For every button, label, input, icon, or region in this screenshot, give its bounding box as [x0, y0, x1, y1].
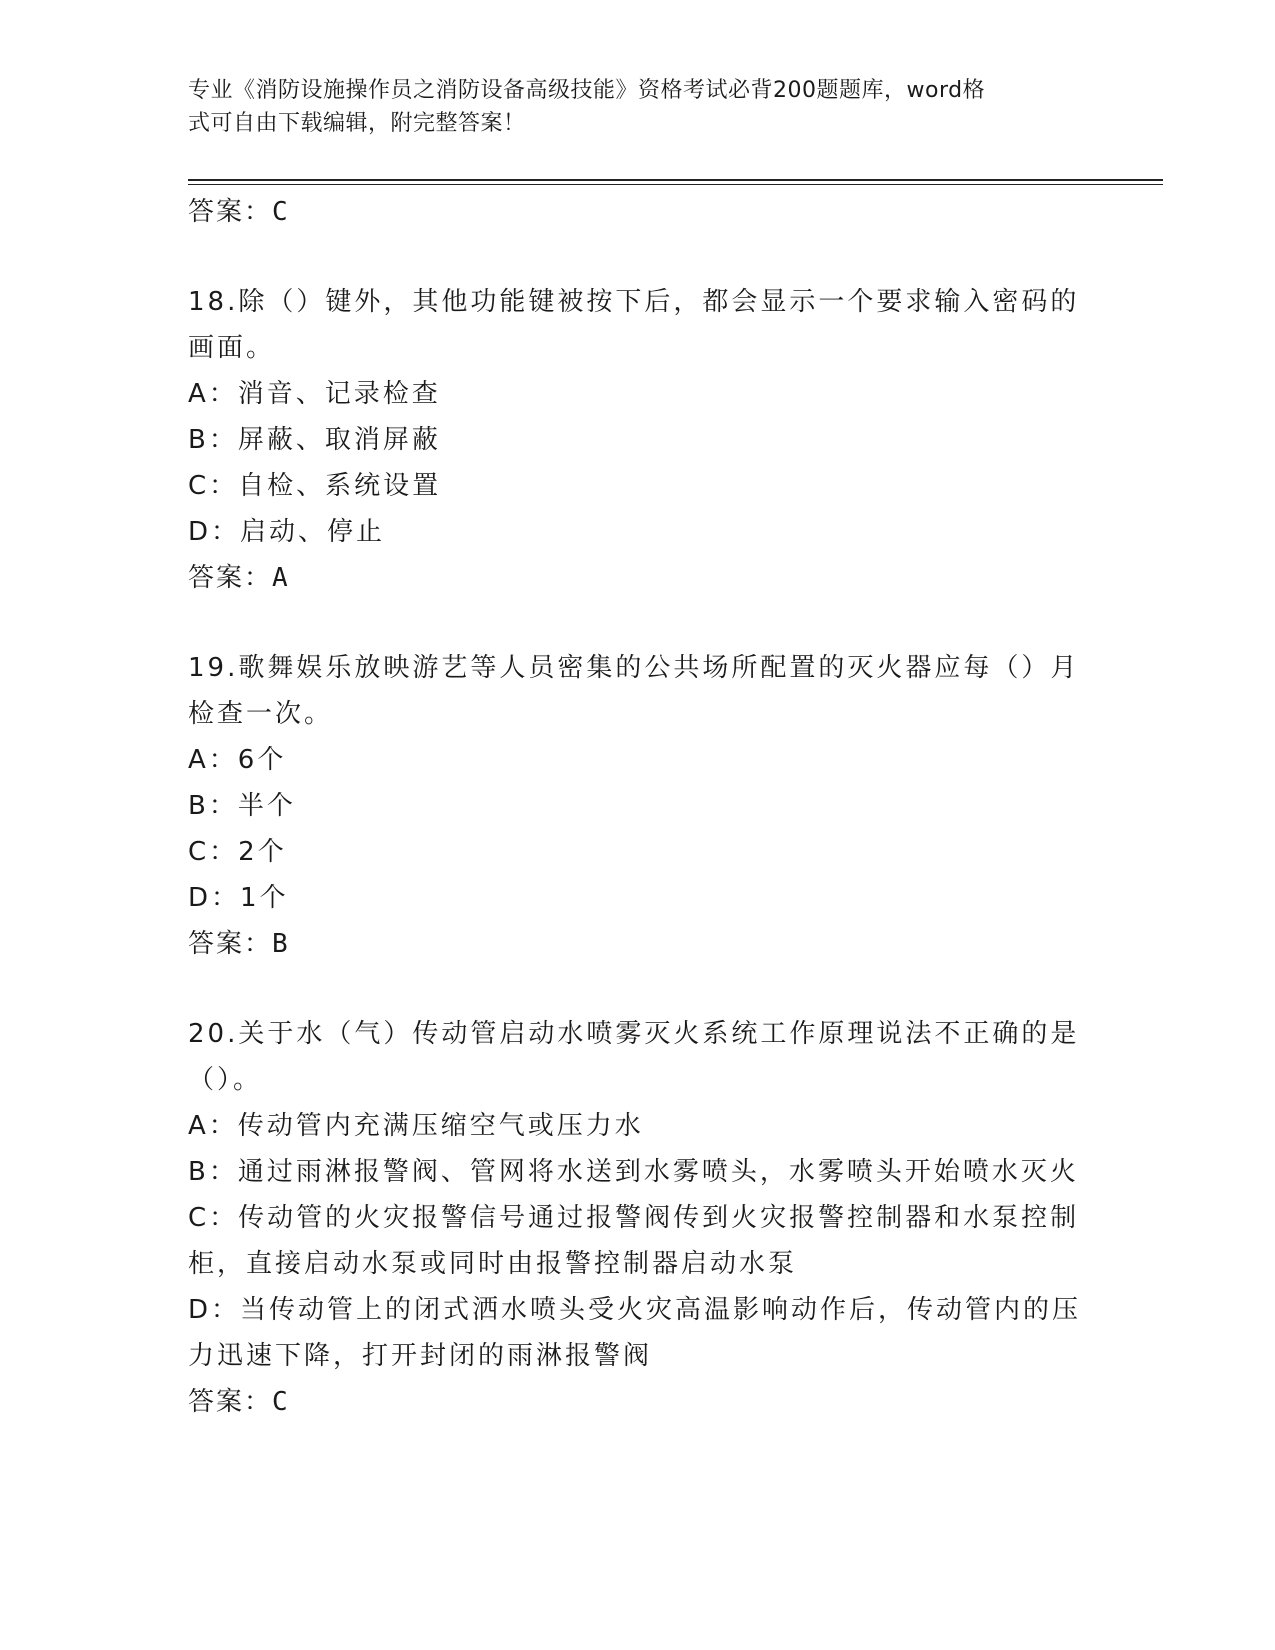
option-c: C：2个	[188, 837, 287, 867]
question-stem: 19.歌舞娱乐放映游艺等人员密集的公共场所配置的灭火器应每（）月	[188, 653, 1080, 683]
question-stem: 检查一次。	[188, 699, 334, 729]
option-b: B：通过雨淋报警阀、管网将水送到水雾喷头，水雾喷头开始喷水灭火	[188, 1157, 1079, 1187]
answer-label: 答案：	[188, 929, 273, 959]
answer-label: 答案：	[188, 197, 273, 227]
answer-value: C	[272, 197, 288, 227]
option-c-continued: 柜，直接启动水泵或同时由报警控制器启动水泵	[188, 1249, 798, 1279]
option-a: A：6个	[188, 745, 287, 775]
option-d: D：当传动管上的闭式洒水喷头受火灾高温影响动作后，传动管内的压	[188, 1295, 1082, 1325]
question-block	[188, 645, 1088, 967]
option-d: D：1个	[188, 883, 289, 913]
question-block	[188, 1011, 1088, 1425]
question-list	[188, 189, 1088, 1425]
page-header: 专业《消防设施操作员之消防设备高级技能》资格考试必背200题题库，word格 式可自由下载编辑，附完整答案！	[188, 78, 986, 136]
header-rule	[188, 179, 1163, 181]
option-a: A：消音、记录检查	[188, 379, 441, 409]
question-stem: 20.关于水（气）传动管启动水喷雾灭火系统工作原理说法不正确的是	[188, 1019, 1080, 1049]
answer-line	[188, 921, 1088, 967]
option-a: A：传动管内充满压缩空气或压力水	[188, 1111, 644, 1141]
answer-value: A	[272, 563, 288, 593]
question-stem: （）。	[188, 1065, 263, 1095]
option-c: C：传动管的火灾报警信号通过报警阀传到火灾报警控制器和水泵控制	[188, 1203, 1080, 1233]
spacer	[188, 235, 1088, 279]
option-b: B：屏蔽、取消屏蔽	[188, 425, 441, 455]
answer-line	[188, 189, 1088, 235]
spacer	[188, 601, 1088, 645]
header-rule-thin	[188, 184, 1163, 185]
answer-line	[188, 555, 1088, 601]
answer-value: B	[272, 929, 288, 959]
option-b: B：半个	[188, 791, 296, 821]
question-block	[188, 279, 1088, 601]
option-d: D：启动、停止	[188, 517, 386, 547]
spacer	[188, 967, 1088, 1011]
answer-value: C	[272, 1387, 288, 1417]
answer-label: 答案：	[188, 1387, 273, 1417]
option-c: C：自检、系统设置	[188, 471, 442, 501]
answer-label: 答案：	[188, 563, 273, 593]
answer-line	[188, 1379, 1088, 1425]
question-stem: 画面。	[188, 333, 276, 363]
option-d-continued: 力迅速下降，打开封闭的雨淋报警阀	[188, 1341, 653, 1371]
question-stem: 18.除（）键外，其他功能键被按下后，都会显示一个要求输入密码的	[188, 287, 1080, 317]
